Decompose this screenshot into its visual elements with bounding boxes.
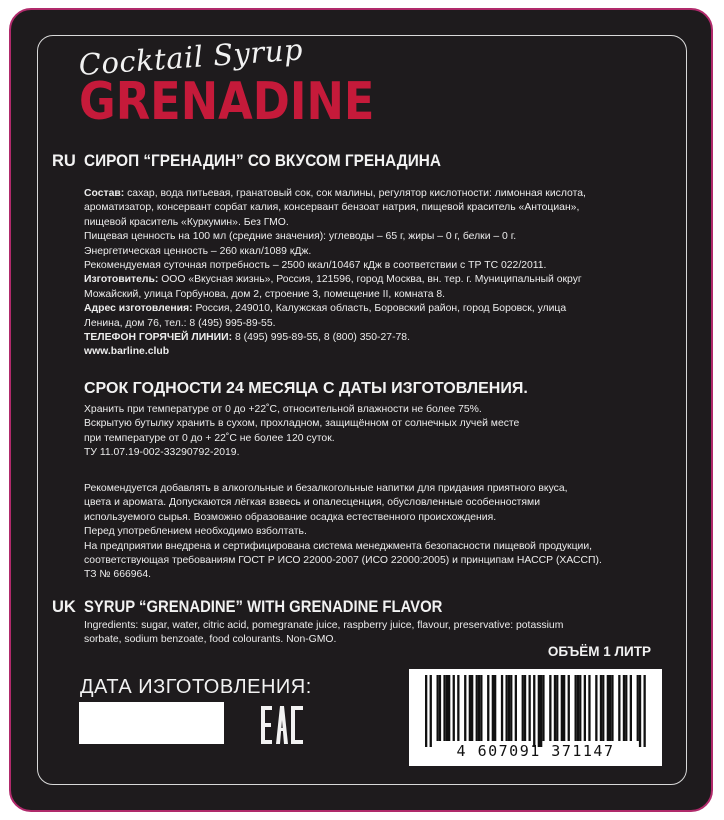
production-date-field — [79, 702, 224, 744]
storage-line: ТУ 11.07.19-002-33290792-2019. — [84, 447, 240, 459]
usage-line: Перед употреблением необходимо взболтать. — [84, 526, 307, 538]
composition-block — [84, 187, 586, 360]
barcode-bar — [623, 675, 625, 741]
usage-line: Рекомендуется добавлять в алкогольные и безалкогольные напитки для придания приятного вкуса, — [84, 483, 568, 494]
barcode-bar — [588, 675, 590, 741]
brand-name: GRENADINE — [79, 72, 375, 132]
barcode-bar — [506, 675, 508, 741]
product-title-ru: СИРОП “ГРЕНАДИН” СО ВКУСОМ ГРЕНАДИНА — [84, 152, 441, 170]
barcode-bar — [508, 675, 510, 741]
barcode-bar — [476, 675, 478, 741]
nutrition-text: Пищевая ценность на 100 мл (средние значения): углеводы – 65 г, жиры – 0 г, белки – 0 г. — [84, 231, 517, 243]
barcode-bar — [549, 675, 551, 741]
address-line: Адрес изготовления: Россия, 249010, Калужская область, Боровский район, город Боровск, улица — [84, 303, 567, 315]
barcode-bar — [602, 675, 604, 741]
composition-label: Состав: — [84, 188, 125, 199]
ingredients-block — [84, 619, 563, 648]
eac-mark-icon — [261, 706, 303, 744]
barcode-bar — [446, 675, 448, 741]
barcode-bar — [471, 675, 473, 741]
barcode-bar — [425, 675, 427, 747]
website-link[interactable]: www.barline.club — [84, 346, 170, 358]
barcode-bar — [448, 675, 450, 741]
maker-line: Изготовитель: ООО «Вкусная жизнь», Россия, 121596, город Москва, вн. тер. г. Муниципальный округ — [84, 274, 582, 286]
barcode-bar — [577, 675, 579, 741]
barcode-bar — [630, 675, 632, 741]
barcode-bar — [501, 675, 503, 741]
energy-text: Энергетическая ценность – 260 ккал/1089 кДж. — [84, 245, 312, 257]
barcode-bar — [540, 675, 542, 747]
maker-label: Изготовитель: — [84, 274, 159, 286]
storage-line: Хранить при температуре от 0 до +22˚С, относительной влажности не более 75%. — [84, 404, 482, 415]
storage-line: Вскрытую бутылку хранить в сухом, прохладном, защищённом от солнечных лучей месте — [84, 418, 520, 430]
brand-script-title: Cocktail Syrup — [77, 32, 304, 82]
lang-code-ru: RU — [52, 152, 76, 170]
barcode-bar — [522, 675, 524, 741]
storage-line: при температуре от 0 до + 22˚С не более 120 суток. — [84, 432, 335, 444]
production-date-label: ДАТА ИЗГОТОВЛЕНИЯ: — [80, 676, 312, 698]
barcode-bar — [464, 675, 466, 741]
barcode-bar — [453, 675, 455, 741]
address-line: Ленина, дом 76, тел.: 8 (495) 995-89-55. — [84, 317, 276, 329]
barcode-bar — [494, 675, 496, 741]
usage-line: цвета и аромата. Допускаются лёгкая взвесь и опалесценция, обусловленные особенностями — [84, 497, 541, 509]
barcode-bar — [515, 675, 517, 741]
barcode-bar — [554, 675, 556, 741]
barcode-bar — [437, 675, 439, 741]
barcode-bar — [510, 675, 512, 741]
storage-block — [84, 403, 519, 461]
usage-line: соответствующая требованиям ГОСТ Р ИСО 22000-2007 (ИСО 22000:2005) и принципам НАССР (ХАССП). — [84, 555, 602, 567]
barcode-bar — [533, 675, 535, 747]
lang-code-uk: UK — [52, 598, 76, 616]
barcode-bar — [561, 675, 563, 741]
barcode — [409, 669, 662, 766]
barcode-bar — [524, 675, 526, 741]
ingredients-line: sorbate, sodium benzoate, food colourants. Non-GMO. — [84, 634, 337, 646]
barcode-number: 4 607091 371147 — [456, 742, 615, 760]
barcode-bar — [480, 675, 482, 741]
barcode-bar — [595, 675, 597, 741]
barcode-bar — [478, 675, 480, 741]
usage-line: На предприятии внедрена и сертифицирована система менеджмента безопасности пищевой продукции, — [84, 540, 593, 552]
barcode-bar — [529, 675, 531, 741]
barcode-bar — [625, 675, 627, 741]
volume-label: ОБЪЁМ 1 ЛИТР — [547, 644, 651, 659]
barcode-bar — [563, 675, 565, 741]
barcode-bar — [556, 675, 558, 741]
barcode-bar — [492, 675, 494, 741]
usage-line: используемого сырья. Возможно образование осадка естественного происхождения. — [84, 511, 497, 523]
hotline-line: ТЕЛЕФОН ГОРЯЧЕЙ ЛИНИИ: 8 (495) 995-89-55, 8 (800) 350-27-78. — [84, 332, 410, 344]
shelf-life-title: СРОК ГОДНОСТИ 24 МЕСЯЦА С ДАТЫ ИЗГОТОВЛЕНИЯ. — [84, 380, 528, 397]
barcode-bar — [600, 675, 602, 741]
barcode-bar — [639, 675, 641, 747]
barcode-bar — [579, 675, 581, 741]
barcode-bar — [584, 675, 586, 741]
usage-block — [84, 482, 602, 583]
hotline-label: ТЕЛЕФОН ГОРЯЧЕЙ ЛИНИИ: — [84, 332, 233, 344]
barcode-bar — [637, 675, 639, 741]
composition-line: пищевой краситель «Куркумин». Без ГМО. — [84, 216, 289, 228]
barcode-bar — [618, 675, 620, 741]
address-label: Адрес изготовления: — [84, 303, 193, 315]
composition-line: Состав: сахар, вода питьевая, гранатовый сок, сок малины, регулятор кислотности: лимонная кислота, — [84, 188, 586, 199]
barcode-bar — [469, 675, 471, 741]
barcode-bar — [457, 675, 459, 741]
ingredients-line: Ingredients: sugar, water, citric acid, pomegranate juice, raspberry juice, flavour, preservative: potassium — [84, 620, 564, 631]
product-title-uk: SYRUP “GRENADINE” WITH GRENADINE FLAVOR — [84, 598, 443, 616]
barcode-bar — [430, 675, 432, 747]
barcode-bar — [542, 675, 544, 741]
barcode-bar — [611, 675, 613, 741]
barcode-bar — [443, 675, 445, 741]
barcode-bar — [575, 675, 577, 741]
maker-line: Можайский, улица Горбунова, дом 2, строение 3, помещение II, комната 8. — [84, 288, 446, 300]
barcode-bar — [439, 675, 441, 741]
daily-text: Рекомендуемая суточная потребность – 2500 ккал/10467 кДж в соответствии с ТР ТС 022/2011. — [84, 260, 547, 272]
usage-line: ТЗ № 666964. — [84, 569, 151, 581]
barcode-bar — [607, 675, 609, 741]
barcode-bar — [644, 675, 646, 747]
barcode-bar — [487, 675, 489, 741]
composition-line: ароматизатор, консервант сорбат калия, консервант бензоат натрия, пищевой краситель «Антоциан», — [84, 202, 580, 214]
barcode-bar — [568, 675, 570, 741]
barcode-bar — [538, 675, 540, 747]
barcode-bar — [609, 675, 611, 741]
